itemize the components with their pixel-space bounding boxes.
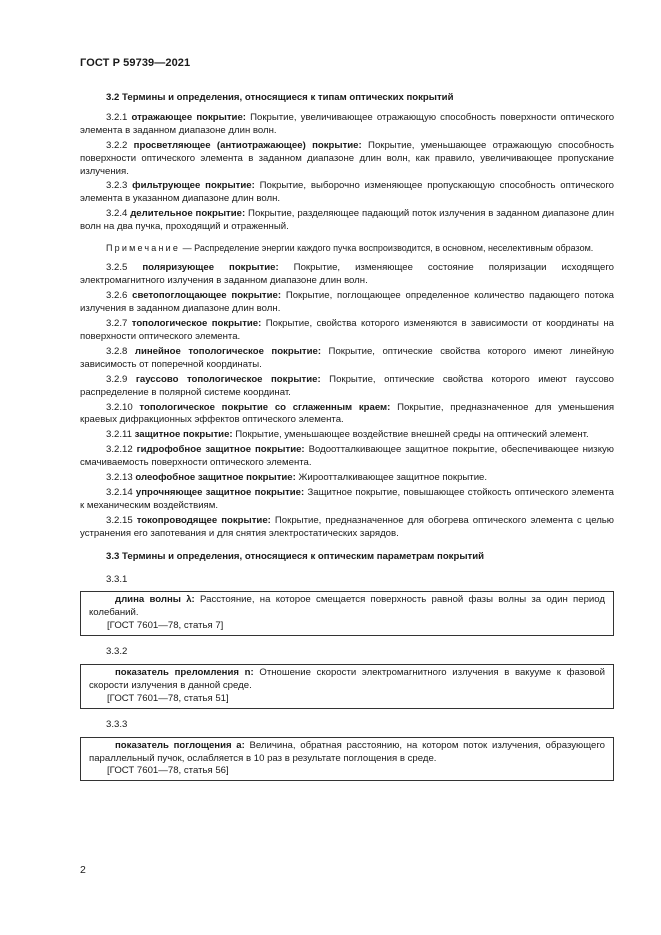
term-definition: Величина, обратная расстоянию, на котором поток излучения, образующего параллельный пучок, ослабляется в 10 раз в результате поглощения в среде.: [89, 739, 605, 764]
term-name: упрочняющее защитное покрытие:: [135, 486, 305, 498]
section-heading-3-2: 3.2 Термины и определения, относящиеся к типам оптических покрытий: [106, 92, 454, 103]
definition-box: [80, 737, 614, 782]
term-entry: [80, 444, 614, 470]
term-number: 3.2.6: [106, 290, 128, 302]
section-heading-3-3: 3.3 Термины и определения, относящиеся к оптическим параметрам покрытий: [106, 550, 485, 562]
term-entry: [80, 346, 614, 372]
term-name: делительное покрытие:: [130, 208, 246, 220]
source-reference: [ГОСТ 7601—78, статья 56]: [107, 765, 229, 777]
term-definition: Жироотталкивающее защитное покрытие.: [298, 472, 488, 484]
entry-number: 3.3.1: [106, 573, 128, 585]
term-name: топологическое покрытие со сглаженным краем:: [139, 401, 391, 413]
term-definition: Покрытие, оптические свойства которого имеют гауссово распределение в полярной системе координат.: [80, 373, 614, 398]
term-entry: [80, 290, 614, 316]
term-entry: [80, 208, 614, 234]
term-entry: [80, 515, 614, 541]
term-entry: [80, 374, 614, 400]
term-number: 3.2.15: [106, 514, 133, 526]
term-entry: [80, 487, 614, 513]
term-name: топологическое покрытие:: [131, 318, 262, 330]
term-definition: Покрытие, выборочно изменяющее пропускающую способность оптического элемента в указанном диапазоне длин волн.: [80, 180, 614, 205]
term-name: поляризующее покрытие:: [142, 262, 279, 274]
term-number: 3.2.9: [106, 373, 128, 385]
term-name: длина волны λ:: [115, 594, 195, 606]
term-entry: [80, 262, 614, 288]
note-text: — Распределение энергии каждого пучка воспроизводится, в основном, неселективным образом.: [182, 243, 594, 254]
page-content: [80, 92, 614, 781]
term-name: линейное топологическое покрытие:: [134, 345, 322, 357]
entry-number: 3.3.3: [106, 718, 128, 730]
term-number: 3.2.5: [106, 262, 128, 274]
term-definition: Защитное покрытие, повышающее стойкость оптического элемента к механическим воздействиям.: [80, 486, 614, 511]
term-entry: [80, 402, 614, 428]
term-number: 3.2.14: [106, 486, 133, 498]
term-definition: Покрытие, предназначенное для обогрева оптического элемента с целью устранения его запотевания и для снятия электростатических зарядов.: [80, 514, 614, 539]
term-definition: Водоотталкивающее защитное покрытие, обеспечивающее низкую смачиваемость поверхности оптического элемента.: [80, 444, 614, 469]
term-name: показатель поглощения a:: [115, 739, 245, 751]
term-name: олеофобное защитное покрытие:: [135, 472, 296, 484]
term-entry: [80, 472, 614, 485]
term-number: 3.2.3: [106, 180, 128, 192]
term-name: отражающее покрытие:: [131, 111, 246, 123]
term-definition: Покрытие, увеличивающее отражающую способность поверхности оптического элемента в заданном диапазоне длин волн.: [80, 111, 615, 136]
term-number: 3.2.7: [106, 318, 128, 330]
definition-text: [89, 667, 605, 693]
term-name: гауссово топологическое покрытие:: [135, 373, 321, 385]
note-label: Примечание: [106, 243, 181, 254]
term-name: показатель преломления n:: [115, 667, 254, 679]
term-name: просветляющее (антиотражающее) покрытие:: [133, 139, 362, 151]
term-definition: Отношение скорости электромагнитного излучения в вакууме к фазовой скорости излучения в данной среде.: [89, 667, 606, 691]
term-number: 3.2.12: [106, 444, 133, 456]
term-definition: Покрытие, поглощающее определенное количество падающего потока излучения в заданном диапазоне длин волн.: [80, 290, 614, 315]
definition-box: [80, 664, 614, 709]
term-name: защитное покрытие:: [134, 429, 233, 441]
page-number: 2: [80, 864, 86, 876]
document-header: ГОСТ Р 59739—2021: [80, 57, 191, 69]
source-reference: [ГОСТ 7601—78, статья 51]: [107, 692, 229, 704]
term-number: 3.2.10: [106, 401, 133, 413]
term-definition: Расстояние, на которое смещается поверхность равной фазы волны за один период колебаний.: [89, 594, 605, 619]
term-number: 3.2.11: [106, 429, 132, 441]
term-name: светопоглощающее покрытие:: [132, 290, 282, 302]
source-reference: [ГОСТ 7601—78, статья 7]: [107, 620, 224, 632]
term-definition: Покрытие, свойства которого изменяются в зависимости от координаты на поверхности оптического элемента.: [80, 318, 614, 342]
term-definition: Покрытие, оптические свойства которого имеют линейную зависимость от поперечной координаты.: [80, 345, 614, 370]
term-number: 3.2.1: [106, 111, 128, 123]
term-definition: Покрытие, предназначенное для уменьшения краевых дифракционных эффектов оптического элемента.: [80, 401, 615, 426]
term-entry: [80, 140, 614, 179]
term-number: 3.2.2: [106, 139, 128, 151]
term-number: 3.2.4: [106, 208, 128, 220]
term-number: 3.2.8: [106, 345, 128, 357]
term-entry: [80, 318, 614, 344]
definition-text: [89, 740, 605, 766]
term-entry: [80, 112, 614, 138]
term-definition: Покрытие, изменяющее состояние поляризации исходящего электромагнитного излучения в заданном диапазоне длин волн.: [80, 262, 614, 287]
term-name: фильтрующее покрытие:: [132, 180, 255, 192]
term-number: 3.2.13: [106, 472, 133, 484]
term-definition: Покрытие, разделяющее падающий поток излучения в заданном диапазоне длин волн на два пучка, проходящий и отраженный.: [80, 208, 614, 233]
note-paragraph: [80, 242, 614, 254]
term-entry: [80, 180, 614, 206]
term-definition: Покрытие, уменьшающее отражающую способность поверхности оптического элемента в заданном диапазоне длин волн, как правило, увеличивающее пропускание излучения.: [80, 139, 615, 177]
entry-number: 3.3.2: [106, 646, 128, 658]
term-name: гидрофобное защитное покрытие:: [136, 444, 305, 456]
definition-box: [80, 591, 614, 636]
term-entry: [80, 429, 614, 442]
term-definition: Покрытие, уменьшающее воздействие внешней среды на оптический элемент.: [235, 429, 589, 441]
term-name: токопроводящее покрытие:: [136, 514, 271, 526]
definition-text: [89, 594, 605, 620]
